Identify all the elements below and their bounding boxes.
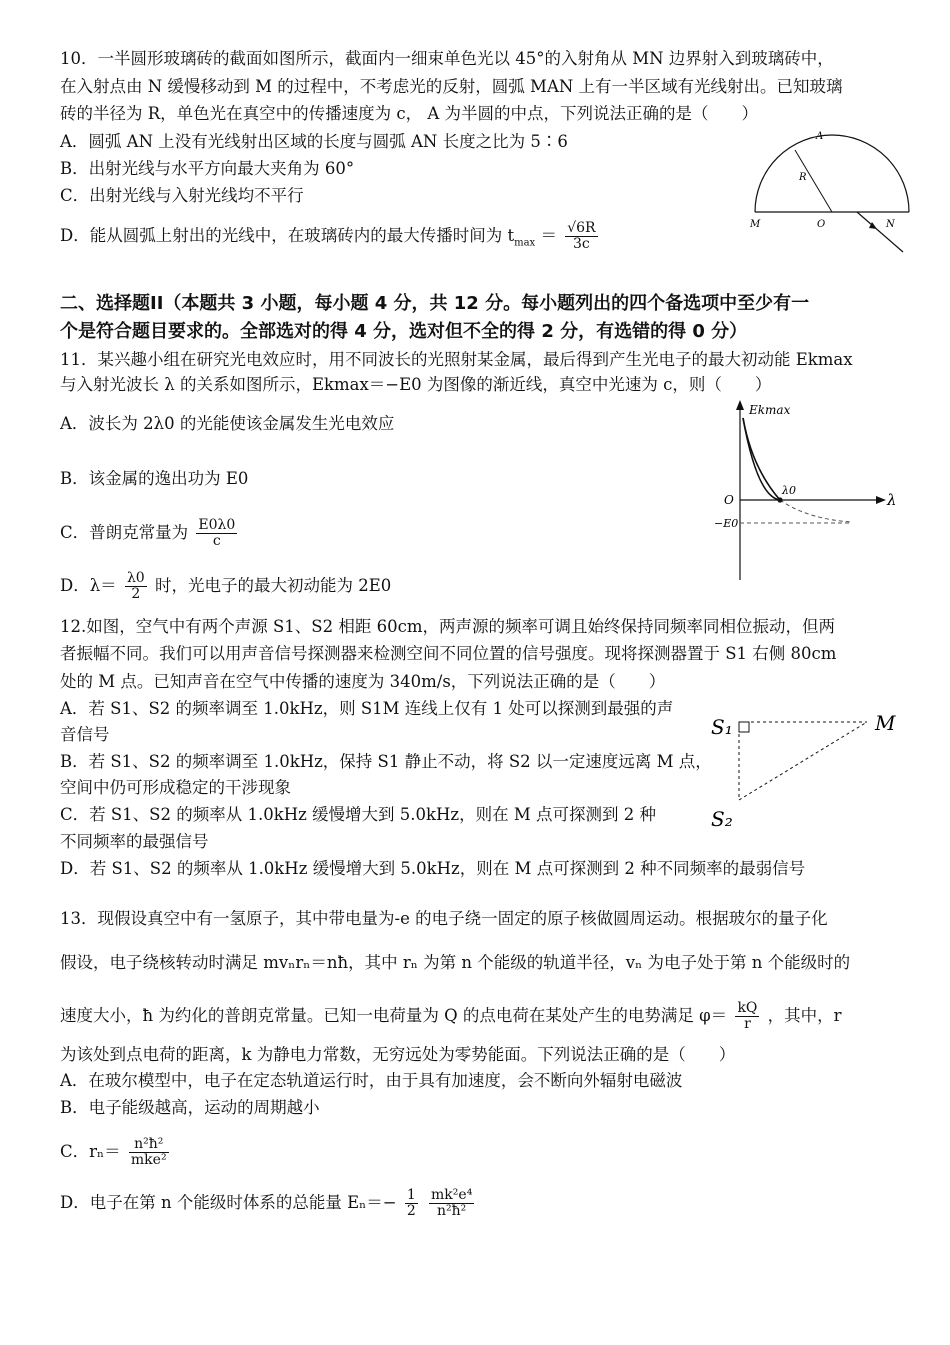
- q13-d-fraction-1: $\frac{1}{2}$: [406, 1187, 416, 1219]
- q12-option-d: D．若 S1、S2 的频率从 1.0kHz 缓慢增大到 5.0kHz，则在 M 点可探测到 2 种不同频率的最弱信号: [60, 859, 806, 878]
- point-m-label: M: [750, 219, 761, 230]
- origin-label: O: [724, 493, 734, 507]
- q13-line-3: 速度大小，ħ 为约化的普朗克常量。已知一电荷量为 Q 的点电荷在某处产生的电势满足 φ＝ $\frac{kQ}{r}$ ，其中，r: [60, 1000, 842, 1032]
- q10-option-c: C．出射光线与入射光线均不平行: [60, 186, 304, 205]
- q11-stem-line-1: 11．某兴趣小组在研究光电效应时，用不同波长的光照射某金属，最后得到产生光电子的最大初动能 Ekmax: [60, 350, 853, 369]
- q11-c-fraction: $\frac{E0\lambda 0}{c}$: [198, 517, 236, 549]
- point-o-label: O: [817, 219, 826, 230]
- q11-option-d: D．λ＝ $\frac{\lambda 0}{2}$ 时，光电子的最大初动能为 2E0: [60, 570, 392, 602]
- lambda0-label: λ0: [782, 484, 796, 497]
- q13-option-c: C．rₙ＝ $\frac{\text{n²ħ²}}{\text{mke²}}$: [60, 1136, 167, 1168]
- q13-c-fraction: $\frac{\text{n²ħ²}}{\text{mke²}}$: [130, 1136, 167, 1168]
- q10-stem-line-1: 10．一半圆形玻璃砖的截面如图所示，截面内一细束单色光以 45°的入射角从 MN 边界射入到玻璃砖中，: [60, 49, 834, 68]
- point-a-label: A: [816, 131, 824, 142]
- q10-option-a: A．圆弧 AN 上没有光线射出区域的长度与圆弧 AN 长度之比为 5∶6: [60, 132, 568, 151]
- sound-source-figure: [705, 706, 905, 834]
- q12-stem-line-3: 处的 M 点。已知声音在空气中传播的速度为 340m/s，下列说法正确的是（ ）: [60, 672, 666, 691]
- q10-d-fraction: $\frac{√6R}{3c}$: [567, 220, 596, 252]
- q13-line-4: 为该处到点电荷的距离，k 为静电力常数，无穷远处为零势能面。下列说法正确的是（ ）: [60, 1045, 736, 1064]
- q13-option-b: B．电子能级越高，运动的周期越小: [60, 1098, 320, 1117]
- y-axis-label: Ekmax: [749, 403, 791, 417]
- section-2-heading-line-1: 二、选择题II（本题共 3 小题，每小题 4 分，共 12 分。每小题列出的四个备选项中至少有一: [60, 293, 810, 314]
- q13-d-fraction-2: $\frac{\text{mk²e⁴}}{\text{n²ħ²}}$: [431, 1187, 473, 1219]
- q13-line-1: 13．现假设真空中有一氢原子，其中带电量为-e 的电子绕一固定的原子核做圆周运动。根据玻尔的量子化: [60, 909, 828, 928]
- q10-option-b: B．出射光线与水平方向最大夹角为 60°: [60, 159, 355, 178]
- q13-line-2: 假设，电子绕核转动时满足 mvₙrₙ＝nħ，其中 rₙ 为第 n 个能级的轨道半径，vₙ 为电子处于第 n 个能级时的: [60, 953, 851, 972]
- q12-option-b-line-1: B．若 S1、S2 的频率调至 1.0kHz，保持 S1 静止不动，将 S2 以一定速度远离 M 点，: [60, 752, 712, 771]
- m-label: M: [875, 711, 896, 735]
- section-2-heading-line-2: 个是符合题目要求的。全部选对的得 4 分，选对但不全的得 2 分，有选错的得 0 分）: [60, 321, 748, 342]
- s1-label: S₁: [711, 715, 733, 739]
- q12-option-a-line-1: A．若 S1、S2 的频率调至 1.0kHz，则 S1M 连线上仅有 1 处可以探测到最强的声: [60, 699, 674, 718]
- q13-potential-fraction: $\frac{kQ}{r}$: [737, 1000, 758, 1032]
- q12-option-c-line-2: 不同频率的最强信号: [60, 832, 209, 851]
- q10-option-d: D．能从圆弧上射出的光线中，在玻璃砖内的最大传播时间为 $t_{max}$ ＝ $\frac{√6R}{3c}$: [60, 220, 596, 252]
- s2-label: S₂: [711, 807, 733, 831]
- q13-option-d: D．电子在第 n 个能级时体系的总能量 Eₙ＝− $\frac{1}{2}$ $\frac{\text{mk²e⁴}}{\text{n²ħ²}}$: [60, 1187, 473, 1219]
- q12-option-c-line-1: C．若 S1、S2 的频率从 1.0kHz 缓慢增大到 5.0kHz，则在 M 点可探测到 2 种: [60, 805, 656, 824]
- photoelectric-graph: [712, 398, 902, 583]
- q11-stem-line-2: 与入射光波长 λ 的关系如图所示，Ekmax＝−E0 为图像的渐近线，真空中光速为 c，则（ ）: [60, 375, 772, 394]
- q11-option-a: A．波长为 2λ0 的光能使该金属发生光电效应: [60, 414, 395, 433]
- semicircle-figure: [745, 130, 915, 255]
- point-n-label: N: [886, 219, 895, 230]
- q11-option-c: C．普朗克常量为 $\frac{E0\lambda 0}{c}$: [60, 517, 236, 549]
- q10-stem-line-3: 砖的半径为 R，单色光在真空中的传播速度为 c， A 为半圆的中点，下列说法正确的是（ ）: [60, 104, 759, 123]
- neg-e0-label: −E0: [714, 517, 739, 530]
- radius-label: R: [799, 172, 807, 183]
- q11-option-b: B．该金属的逸出功为 E0: [60, 469, 249, 488]
- q10-stem-line-2: 在入射点由 N 缓慢移动到 M 的过程中，不考虑光的反射，圆弧 MAN 上有一半区域有光线射出。已知玻璃: [60, 77, 843, 96]
- x-axis-label: λ: [887, 491, 897, 509]
- q11-d-fraction: $\frac{\lambda 0}{2}$: [126, 570, 145, 602]
- q12-option-b-line-2: 空间中仍可形成稳定的干涉现象: [60, 778, 291, 797]
- q13-option-a: A．在玻尔模型中，电子在定态轨道运行时，由于具有加速度，会不断向外辐射电磁波: [60, 1071, 683, 1090]
- q12-option-a-line-2: 音信号: [60, 725, 110, 744]
- q12-stem-line-2: 者振幅不同。我们可以用声音信号探测器来检测空间不同位置的信号强度。现将探测器置于 S1 右侧 80cm: [60, 644, 837, 663]
- q12-stem-line-1: 12.如图，空气中有两个声源 S1、S2 相距 60cm，两声源的频率可调且始终保持同频率同相位振动，但两: [60, 617, 835, 636]
